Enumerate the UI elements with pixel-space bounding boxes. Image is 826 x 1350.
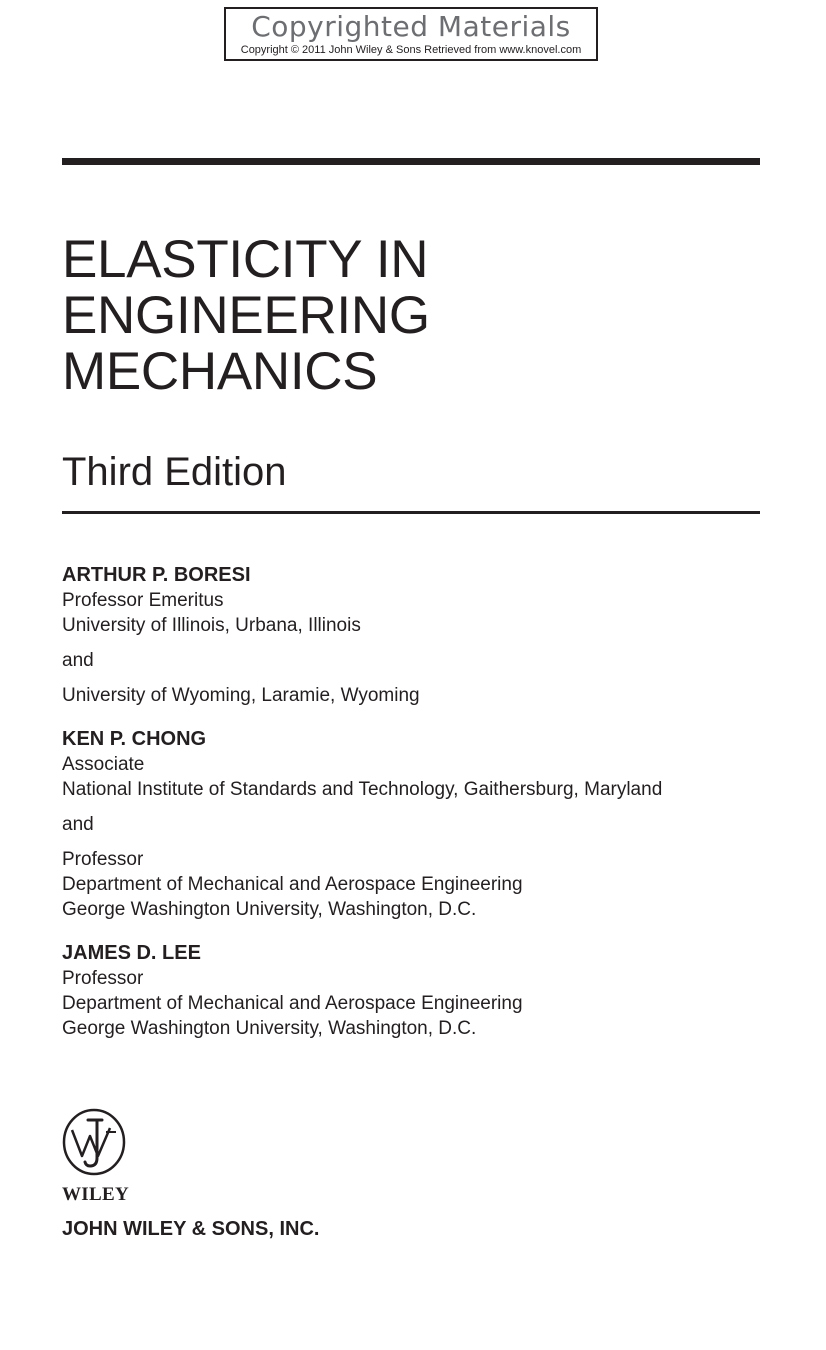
author-name: JAMES D. LEE xyxy=(62,942,201,964)
author-list xyxy=(62,562,782,1059)
wiley-logo-icon xyxy=(62,1108,126,1176)
affiliation-line: Professor Emeritus xyxy=(62,590,224,611)
title-line: ENGINEERING xyxy=(62,286,430,345)
affiliation-line: National Institute of Standards and Technology, Gaithersburg, Maryland xyxy=(62,779,663,800)
stamp-copyright-line: Copyright © 2011 John Wiley & Sons Retrieved from www.knovel.com xyxy=(240,44,582,56)
wiley-logo xyxy=(62,1108,128,1205)
edition-label: Third Edition xyxy=(62,450,287,494)
affiliation-line: University of Wyoming, Laramie, Wyoming xyxy=(62,685,420,706)
author-block xyxy=(62,562,782,708)
affiliation-line: Associate xyxy=(62,754,145,775)
and-separator: and xyxy=(62,814,94,835)
title-divider xyxy=(62,511,760,514)
copyright-stamp xyxy=(224,7,598,61)
top-rule xyxy=(62,158,760,165)
title-line: ELASTICITY IN xyxy=(62,230,429,289)
affiliation-line: Department of Mechanical and Aerospace Engineering xyxy=(62,993,523,1014)
affiliation-line: University of Illinois, Urbana, Illinois xyxy=(62,615,361,636)
author-name: KEN P. CHONG xyxy=(62,728,207,750)
author-name: ARTHUR P. BORESI xyxy=(62,564,251,586)
affiliation-line: George Washington University, Washington, D.C. xyxy=(62,899,477,920)
author-block xyxy=(62,940,782,1041)
and-separator: and xyxy=(62,650,94,671)
affiliation-line: George Washington University, Washington, D.C. xyxy=(62,1018,477,1039)
affiliation-line: Professor xyxy=(62,968,144,989)
stamp-title: Copyrighted Materials xyxy=(251,10,571,43)
title-line: MECHANICS xyxy=(62,342,378,401)
affiliation-line: Department of Mechanical and Aerospace Engineering xyxy=(62,874,523,895)
book-title xyxy=(62,232,762,400)
wiley-wordmark: WILEY xyxy=(62,1184,129,1205)
affiliation-line: Professor xyxy=(62,849,144,870)
publisher-name: JOHN WILEY & SONS, INC. xyxy=(62,1218,320,1240)
author-block xyxy=(62,726,782,922)
